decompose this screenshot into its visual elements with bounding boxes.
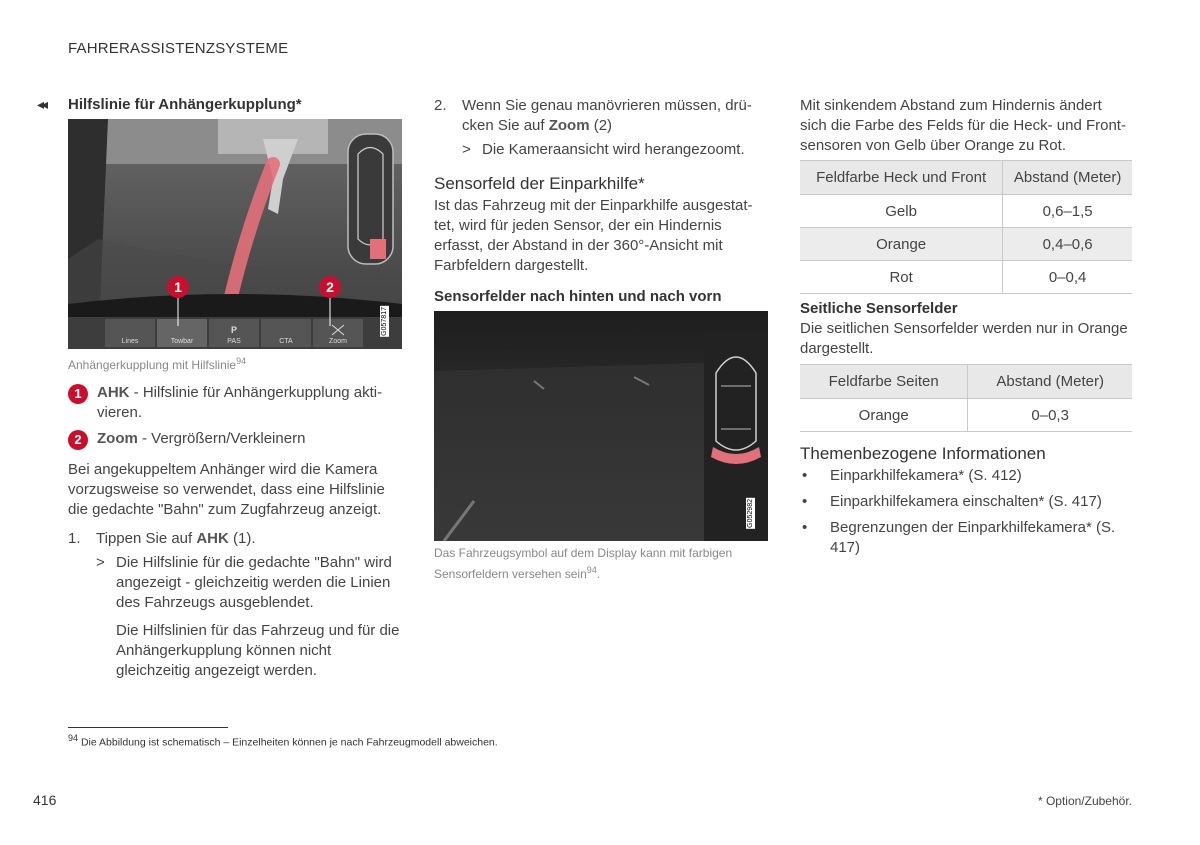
figure-caption: Das Fahrzeugsymbol auf dem Display kann mit farbigen Sensorfeldern versehen sein$^{94}$. [434,546,733,581]
callout-badge-2: 2 [326,279,334,295]
table-row: Gelb 0,6–1,5 [800,195,1132,228]
menu-cta: CTA [279,338,293,345]
section-header: FAHRERASSISTENZSYSTEME [68,40,289,57]
step-2: 2. Wenn Sie genau manövrieren müssen, drü-cken Sie auf Zoom (2) [434,97,752,134]
list-item[interactable]: • Einparkhilfekamera* (S. 412) [802,467,1022,484]
column-2 [434,96,770,583]
figure-caption: Anhängerkupplung mit Hilfslinie$^{94}$ [68,356,247,372]
column-3 [800,96,1132,564]
column-1 [68,96,402,681]
rear-front-distance-table [800,160,1132,294]
callout-number-2: 2 [68,430,88,450]
table-row: Orange 0–0,3 [800,399,1132,432]
subheading-rear-front: Sensorfelder nach hinten und nach vorn [434,288,722,305]
callout-item-zoom: 2 Zoom - Vergrößern/Verkleinern [68,429,402,450]
side-sensors-paragraph: Die seitlichen Sensorfelder werden nur in Orange dargestellt. [800,320,1128,357]
menu-zoom: Zoom [329,338,347,345]
link-einparkhilfekamera[interactable]: Einparkhilfekamera* (S. 412) [830,467,1022,484]
table-header: Feldfarbe Heck und Front [800,161,1003,195]
towbar-paragraph: Bei angekuppeltem Anhänger wird die Kamera vorzugsweise so verwendet, dass eine Hilfslinie die gedachte "Bahn" zum Zugfahrzeug anzeigt. [68,461,385,518]
image-code: G057817 [381,307,388,336]
list-item[interactable]: • Begrenzungen der Einparkhilfekamera* (S. 417) [800,518,1132,558]
sensor-field-image [434,311,768,541]
callout-item-ahk: 1 AHK - Hilfslinie für Anhängerkupplung akti-vieren. [68,383,402,423]
side-distance-table [800,364,1132,432]
step-1: 1. Tippen Sie auf AHK (1). [68,530,256,547]
menu-towbar: Towbar [170,338,194,345]
option-note: * Option/Zubehör. [1037,794,1132,808]
table-row: Orange 0,4–0,6 [800,228,1132,261]
menu-lines: Lines [121,338,139,345]
callout-number-1: 1 [68,384,88,404]
image-code: G052982 [747,499,754,528]
svg-text:P: P [230,325,238,335]
callout-badge-1: 1 [174,279,182,295]
towbar-camera-illustration [68,119,402,349]
link-einschalten[interactable]: Einparkhilfekamera einschalten* (S. 417) [830,493,1102,510]
menu-pas: PAS [227,338,241,345]
table-header: Abstand (Meter) [968,365,1132,399]
towbar-camera-image [68,119,402,349]
back-arrows-icon[interactable]: ◂◂ [37,96,46,112]
list-item[interactable]: • Einparkhilfekamera einschalten* (S. 417) [802,493,1102,510]
table-header: Abstand (Meter) [1003,161,1132,195]
footnote: $^{94}$ Die Abbildung ist schematisch – Einzelheiten können je nach Fahrzeugmodell abweichen. [68,733,498,749]
footnote-divider [68,727,228,728]
color-change-paragraph: Mit sinkendem Abstand zum Hindernis ändert sich die Farbe des Felds für die Heck- und Front-sensoren von Gelb über Orange zu Rot. [800,97,1126,154]
page-number: 416 [33,792,57,808]
related-links-list [800,466,1132,558]
section-heading-towbar-guideline: Hilfslinie für Anhängerkupplung* [68,96,302,113]
section-heading-sensor-field: Sensorfeld der Einparkhilfe* [434,174,645,193]
sensor-field-illustration [434,311,768,541]
sensor-field-paragraph: Ist das Fahrzeug mit der Einparkhilfe ausgestat-tet, wird für jeden Sensor, der ein Hindernis erfasst, der Abstand in der 360°-Ansicht mit Farbfeldern dargestellt. [434,197,753,274]
subheading-side-sensors: Seitliche Sensorfelder [800,300,958,317]
table-header: Feldfarbe Seiten [800,365,968,399]
step-1-result: > Die Hilfslinie für die gedachte "Bahn" wird angezeigt - gleichzeitig werden die Linien des Fahrzeugs ausgeblendet. [96,554,392,611]
step-1-note: Die Hilfslinien für das Fahrzeug und für die Anhängerkupplung können nicht gleichzeitig angezeigt werden. [116,622,400,679]
step-2-result: > Die Kameraansicht wird herangezoomt. [462,141,745,158]
table-row: Rot 0–0,4 [800,261,1132,294]
link-begrenzungen[interactable]: Begrenzungen der Einparkhilfekamera* (S. 417) [830,519,1116,556]
related-info-heading: Themenbezogene Informationen [800,444,1046,463]
